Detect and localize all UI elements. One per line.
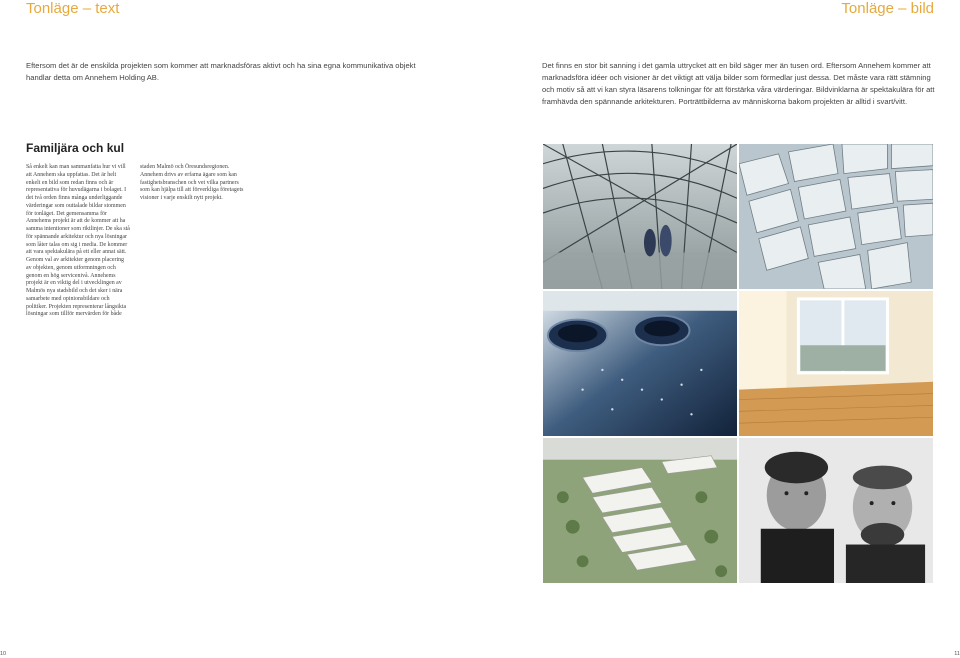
aerial-housing-rendering-photo [542,437,738,584]
right-page-title: Tonläge – bild [841,0,934,17]
section-heading: Familjära och kul [26,141,125,155]
right-page-number: 11 [954,651,960,657]
blue-dome-roof-photo [542,290,738,437]
glass-facade-photo [738,143,934,290]
left-page-title: Tonläge – text [26,0,120,17]
photo-grid [542,143,934,584]
bright-interior-room-photo [738,290,934,437]
left-page-number: 10 [0,651,7,657]
intro-right-paragraph: Det finns en stor bit sanning i det gamla uttrycket att en bild säger mer än tusen ord. Eftersom Annehem kommer att marknadsföra idéer och visioner är det viktigt att välja bilder som förmedlar just dessa. Det måste vara rätt stämning och motiv så att vi kan styra läsarens tolkningar för att förstärka våra värderingar. Bildvinklarna är spektakulära för att framhävda den spännande arkitekturen. Porträttbilderna av människorna bakom projekten är alltid i svart/vitt. [542,61,935,106]
glass-canopy-walkway-photo [542,143,738,290]
two-men-portrait-photo [738,437,934,584]
intro-left-paragraph: Eftersom det är de enskilda projekten som kommer att marknadsföras aktivt och ha sina egna kommunikativa objekt handlar detta om Annehem Holding AB. [26,61,416,82]
body-column-2: staden Malmö och Öresundsregionen. Annehem drivs av erfarna ägare som kan fastighetsbranschen och vet vilka partners som kan hjälpa till att förverkliga företagets visioner i varje enskilt nytt projekt. [140,164,244,201]
body-column-1: Så enkelt kan man sammanfatta hur vi vill att Annehem ska uppfattas. Det är helt enkelt en bild som redan finns och är representativa för huvudägarna i bolaget. I det två orden finns många underliggande värderingar som outtalade bildar stommen för tonläget. Det gemensamma för Annehems projekt är att de kommer att ha samma intentioner som riktlinjer. De ska stå för spännande arkitektur och nya lösningar som låter talas om sig i media. De kommer att vara spektakulära på ett eller annat sätt. Genom val av arkitekter genom placering av objekten, genom utformningen och genom en hög servicenivå. Annehems projekt är en viktig del i utvecklingen av Malmös nya stadsbild och det sker i nära samarbete med opinionsbildare och politiker. Projekten representerar långsikta lösningar som tillför mervärden för både [26,164,130,318]
